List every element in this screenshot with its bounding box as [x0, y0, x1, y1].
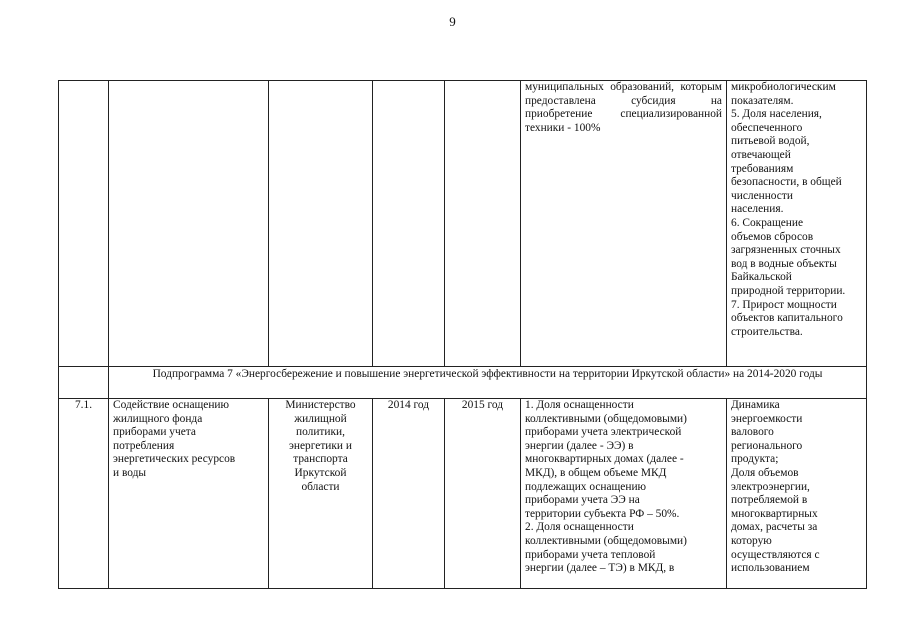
- cell-measure-empty: [109, 81, 269, 367]
- table-row-7-1: [59, 399, 867, 589]
- table-row-subprogram: [59, 367, 867, 399]
- program-measures-table: [58, 80, 867, 589]
- cell-target-indicators: Динамика энергоемкости валового регионального продукта; Доля объемов электроэнергии, потребляемой в многоквартирных домах, расчеты за которую осуществляются с использованием: [727, 399, 867, 589]
- subprogram-title: Подпрограмма 7 «Энергосбережение и повышение энергетической эффективности на территории Иркутской области» на 2014-2020 годы: [109, 367, 867, 399]
- cell-indicators: 1. Доля оснащенности коллективными (общедомовыми) приборами учета электрической энергии (далее - ЭЭ) в многоквартирных домах (далее - МКД), в общем объеме МКД подлежащих оснащению приборами учета ЭЭ на территории субъекта РФ – 50%. 2. Доля оснащенности коллективными (общедомовыми) приборами учета тепловой энергии (далее – ТЭ) в МКД, в: [521, 399, 727, 589]
- cell-subprogram-number-empty: [59, 367, 109, 399]
- table-row-continuation: [59, 81, 867, 367]
- cell-start-year-empty: [373, 81, 445, 367]
- cell-executor-empty: [269, 81, 373, 367]
- cell-row-number: 7.1.: [59, 399, 109, 589]
- cell-end-year-empty: [445, 81, 521, 367]
- cell-indicators: [521, 81, 727, 367]
- page-number: 9: [449, 14, 456, 29]
- cell-number-empty: [59, 81, 109, 367]
- cell-target-indicators: микробиологическим показателям. 5. Доля населения, обеспеченного питьевой водой, отвечающей требованиям безопасности, в общей численности населения. 6. Сокращение объемов сбросов загрязненных сточных вод в водные объекты Байкальской природной территории. 7. Прирост мощности объектов капитального строительства.: [727, 81, 867, 367]
- cell-executor: Министерство жилищной политики, энергетики и транспорта Иркутской области: [269, 399, 373, 589]
- indicators-text: муниципальных образований, которым предоставлена субсидия на приобретение специализированной техники - 100%: [525, 81, 722, 134]
- cell-end-year: 2015 год: [445, 399, 521, 589]
- cell-measure: Содействие оснащению жилищного фонда приборами учета потребления энергетических ресурсов и воды: [109, 399, 269, 589]
- cell-start-year: 2014 год: [373, 399, 445, 589]
